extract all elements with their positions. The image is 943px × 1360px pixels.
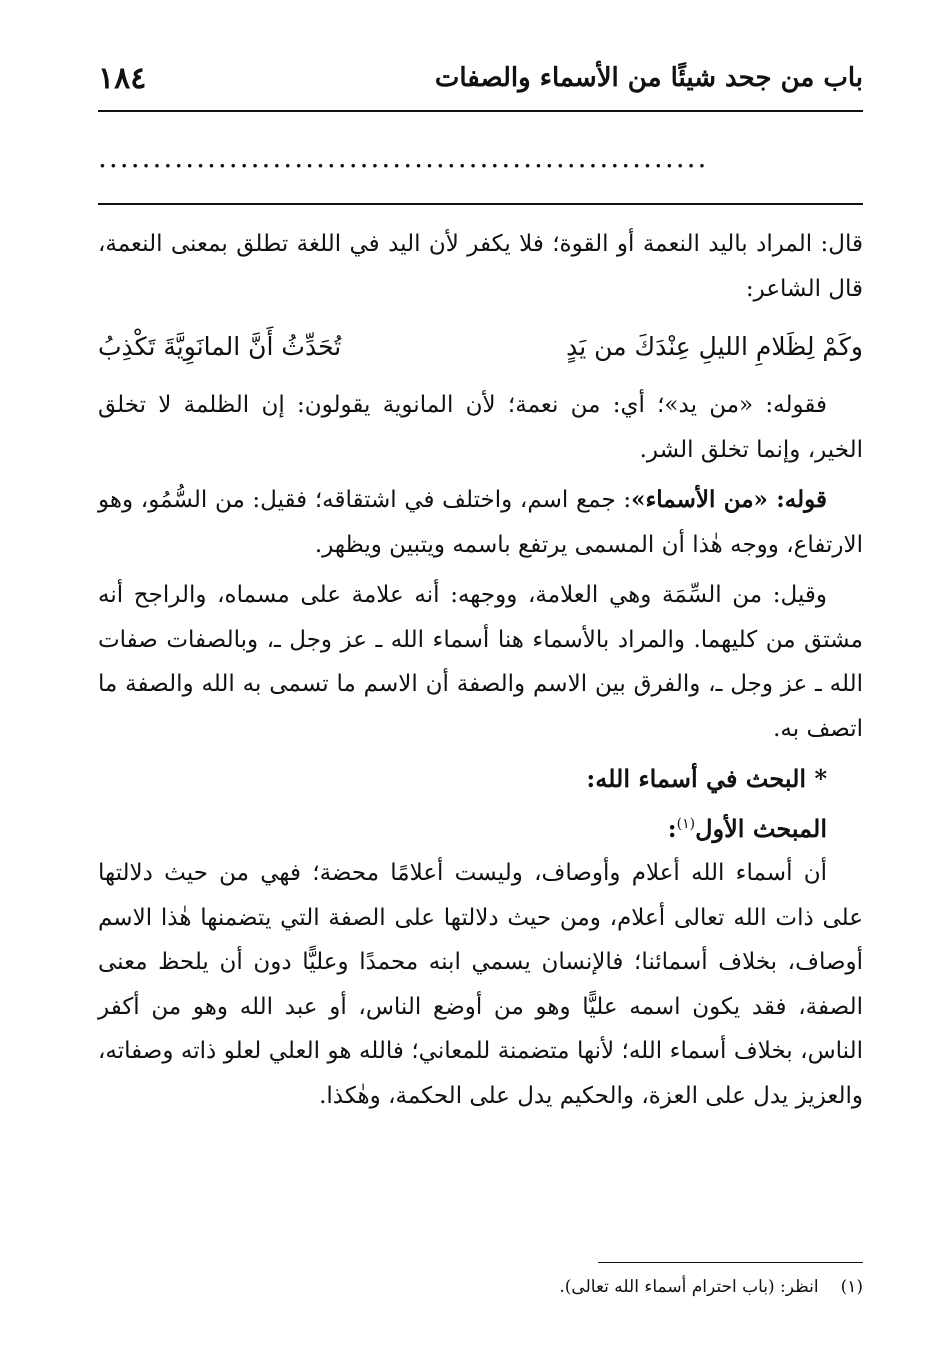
verse-first-hemistich: وكَمْ لِظَلامِ الليلِ عِنْدَكَ من يَدٍ xyxy=(566,332,863,361)
footnote xyxy=(98,1272,863,1302)
omission-dots: ........................................................ xyxy=(98,141,709,174)
paragraph-3-lead: قوله: «من الأسماء» xyxy=(631,486,827,513)
page-header xyxy=(98,48,863,108)
verse-second-hemistich: تُحَدِّثُ أَنَّ المانَوِيَّةَ تَكْذِبُ xyxy=(98,332,342,361)
header-rule xyxy=(98,110,863,112)
poetry-verse xyxy=(98,317,863,377)
paragraph-5: أن أسماء الله أعلام وأوصاف، وليست أعلامًا محضة؛ فهي من حيث دلالتها على ذات الله تعالى أعلام، ومن حيث دلالتها على الصفة التي يتضمنها هٰذا الاسم أوصاف، بخلاف أسمائنا؛ فالإنسان يسمي ابنه محمدًا وعليًّا دون أن يلحظ معنى الصفة، فقد يكون اسمه عليًّا وهو من أوضع الناس، أو عبد الله وهو من أكفر الناس، بخلاف أسماء الله؛ لأنها متضمنة للمعاني؛ فالله هو العلي لعلو ذاته وصفاته، والعزيز يدل على العزة، والحكيم يدل على الحكمة، وهٰكذا. xyxy=(98,860,863,1109)
footnote-rule xyxy=(598,1262,863,1263)
subsection-heading xyxy=(98,802,863,852)
section-heading: * البحث في أسماء الله: xyxy=(586,764,827,793)
section-rule xyxy=(98,203,863,205)
paragraph-3-text: : جمع اسم، واختلف في اشتقاقه؛ فقيل: من السُّمُو، وهو الارتفاع، ووجه هٰذا أن المسمى يرتفع باسمه ويتبين ويظهر. xyxy=(98,487,863,558)
page-body xyxy=(98,222,863,1124)
paragraph-1: قال: المراد باليد النعمة أو القوة؛ فلا يكفر لأن اليد في اللغة تطلق بمعنى النعمة، قال الشاعر: xyxy=(98,231,863,302)
page-number: ١٨٤ xyxy=(98,60,147,96)
footnote-reference[interactable]: (١) xyxy=(676,815,696,832)
paragraph-2: فقوله: «من يد»؛ أي: من نعمة؛ لأن المانوية يقولون: إن الظلمة لا تخلق الخير، وإنما تخلق الشر. xyxy=(98,392,863,463)
running-title: باب من جحد شيئًا من الأسماء والصفات xyxy=(434,63,863,93)
footnote-mark: (١) xyxy=(840,1277,863,1297)
subsection-colon: : xyxy=(667,813,677,843)
paragraph-4: وقيل: من السِّمَة وهي العلامة، ووجهه: أنه علامة على مسماه، والراجح أنه مشتق من كليهما. والمراد بالأسماء هنا أسماء الله ـ عز وجل ـ، وبالصفات صفات الله ـ عز وجل ـ، والفرق بين الاسم والصفة أن الاسم ما تسمى به الله والصفة ما اتصف به. xyxy=(98,582,863,742)
subsection-title: المبحث الأول xyxy=(695,813,827,843)
paragraph-3 xyxy=(98,478,863,567)
footnote-text: انظر: (باب احترام أسماء الله تعالى). xyxy=(559,1277,819,1297)
